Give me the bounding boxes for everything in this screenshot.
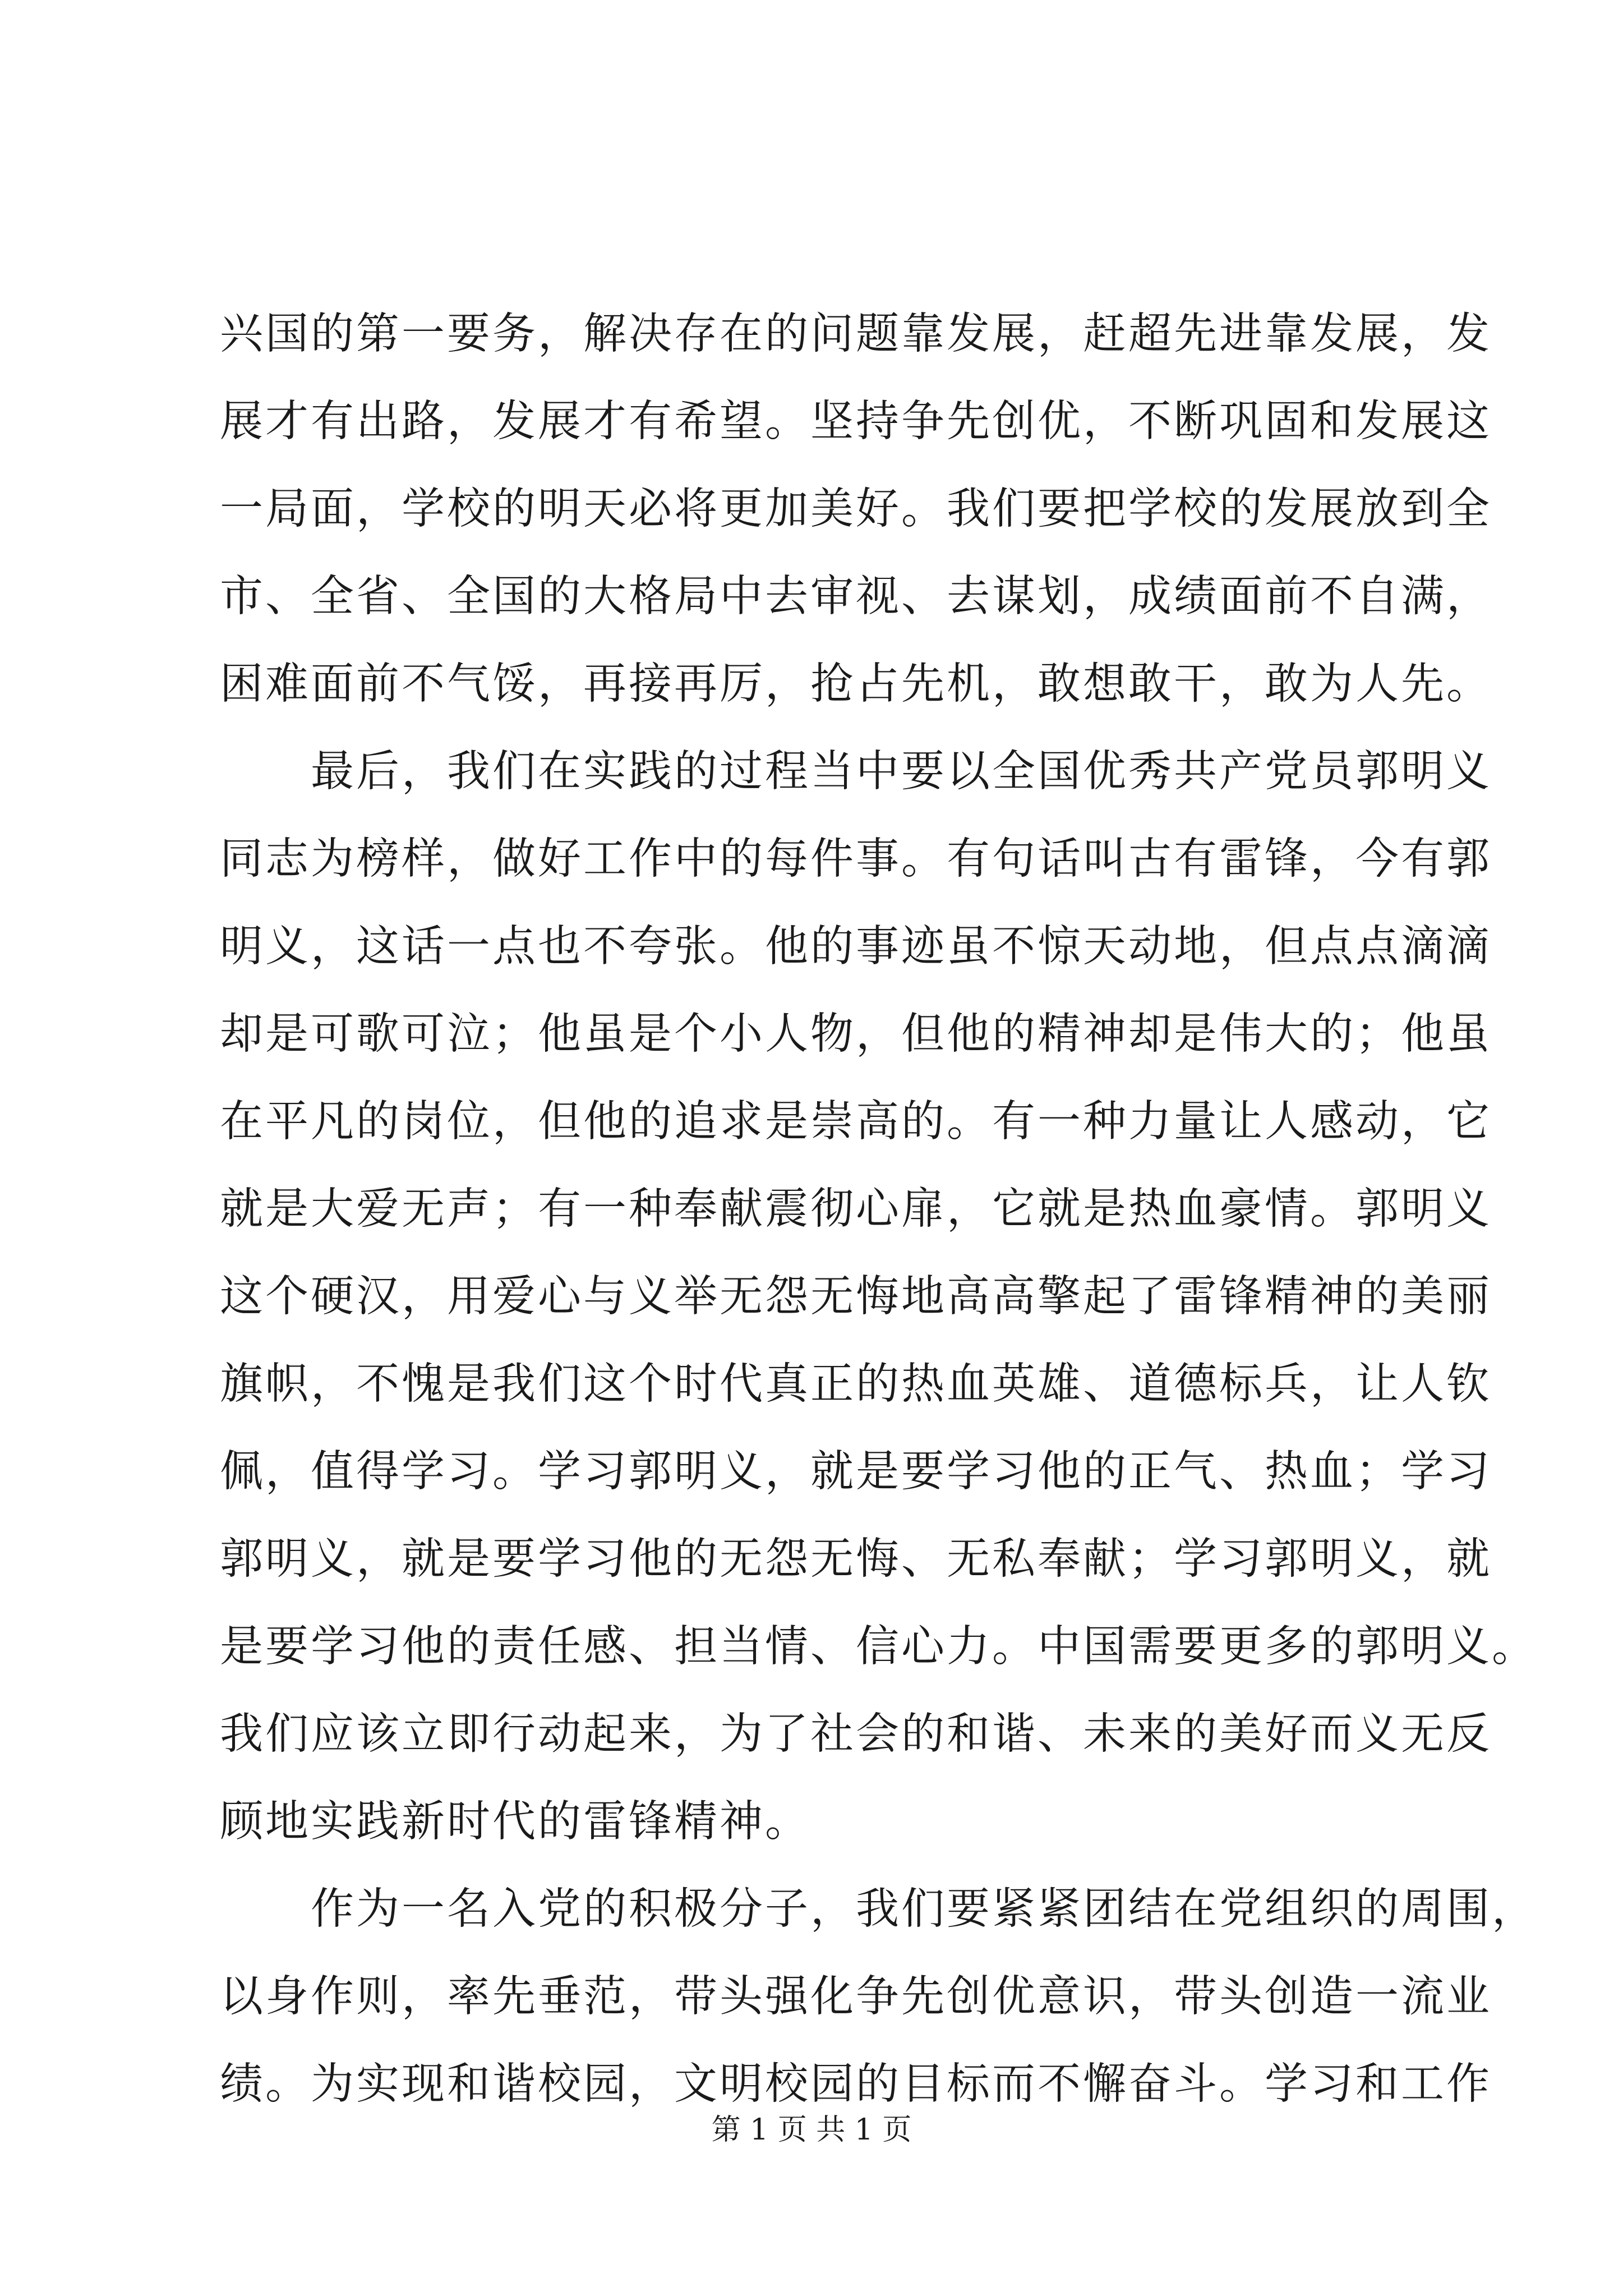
text-line: 我们应该立即行动起来，为了社会的和谐、未来的美好而义无反	[220, 1709, 1492, 1759]
body-text	[220, 291, 1537, 2128]
text-line: 市、全省、全国的大格局中去审视、去谋划，成绩面前不自满，	[220, 572, 1492, 622]
text-line: 一局面，学校的明天必将更加美好。我们要把学校的发展放到全	[220, 484, 1492, 534]
text-line: 在平凡的岗位，但他的追求是崇高的。有一种力量让人感动，它	[220, 1097, 1492, 1147]
text-line: 郭明义，就是要学习他的无怨无悔、无私奉献；学习郭明义，就	[220, 1534, 1492, 1584]
text-line: 这个硬汉，用爱心与义举无怨无悔地高高擎起了雷锋精神的美丽	[220, 1272, 1492, 1322]
text-line: 展才有出路，发展才有希望。坚持争先创优，不断巩固和发展这	[220, 397, 1492, 447]
text-line: 绩。为实现和谐校园，文明校园的目标而不懈奋斗。学习和工作	[220, 2059, 1492, 2109]
text-line: 最后，我们在实践的过程当中要以全国优秀共产党员郭明义	[220, 747, 1492, 797]
text-line: 旗帜，不愧是我们这个时代真正的热血英雄、道德标兵，让人钦	[220, 1359, 1492, 1409]
text-line: 以身作则，率先垂范，带头强化争先创优意识，带头创造一流业	[220, 1972, 1492, 2022]
text-line: 顾地实践新时代的雷锋精神。	[220, 1797, 810, 1847]
text-line: 明义，这话一点也不夸张。他的事迹虽不惊天动地，但点点滴滴	[220, 922, 1492, 972]
text-line: 作为一名入党的积极分子，我们要紧紧团结在党组织的周围，	[220, 1884, 1537, 1934]
text-line: 是要学习他的责任感、担当情、信心力。中国需要更多的郭明义。	[220, 1622, 1537, 1672]
text-line: 同志为榜样，做好工作中的每件事。有句话叫古有雷锋，今有郭	[220, 834, 1492, 884]
text-line: 兴国的第一要务，解决存在的问题靠发展，赶超先进靠发展，发	[220, 309, 1492, 359]
text-line: 佩，值得学习。学习郭明义，就是要学习他的正气、热血；学习	[220, 1447, 1492, 1497]
text-line: 困难面前不气馁，再接再厉，抢占先机，敢想敢干，敢为人先。	[220, 659, 1492, 709]
text-line: 却是可歌可泣；他虽是个小人物，但他的精神却是伟大的；他虽	[220, 1009, 1492, 1059]
page-footer: 第 1 页 共 1 页	[711, 2113, 912, 2147]
text-line: 就是大爱无声；有一种奉献震彻心扉，它就是热血豪情。郭明义	[220, 1184, 1492, 1234]
